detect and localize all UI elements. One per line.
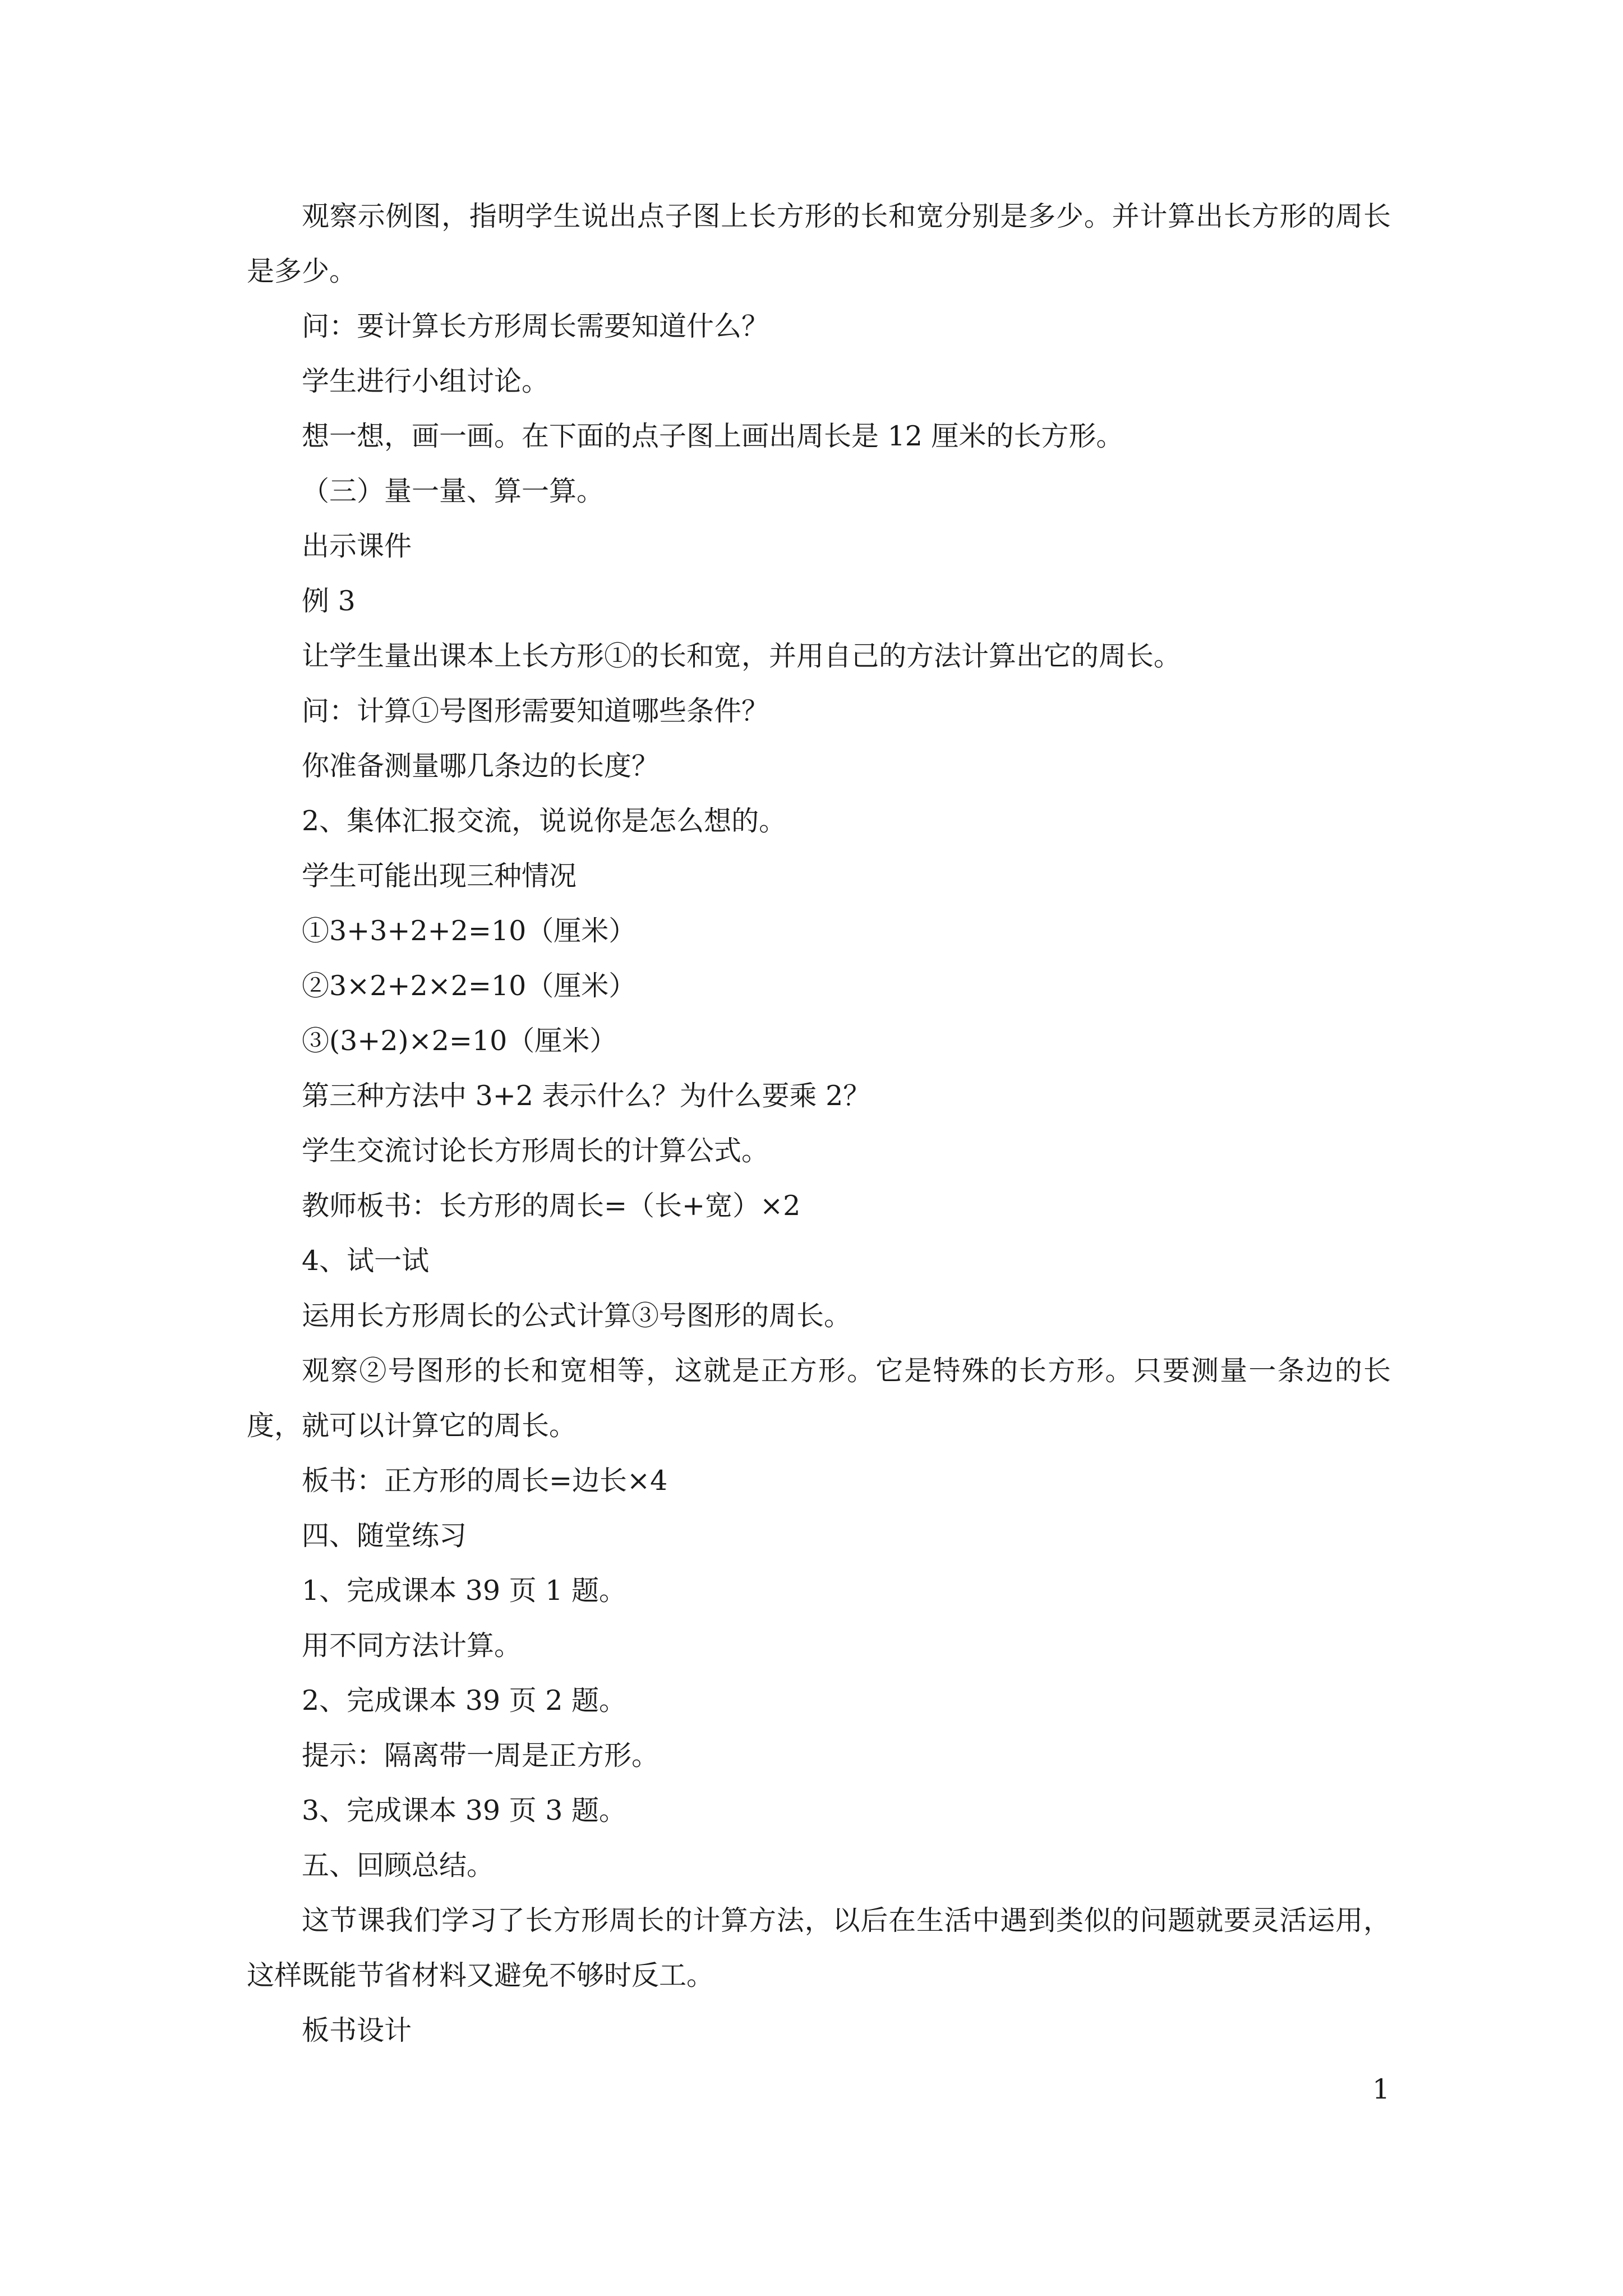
- paragraph-discuss-formula: 学生交流讨论长方形周长的计算公式。: [302, 1135, 769, 1167]
- paragraph-case-1: ①3+3+2+2=10（厘米）: [302, 915, 637, 947]
- paragraph-measure-rectangle: 让学生量出课本上长方形①的长和宽，并用自己的方法计算出它的周长。: [302, 640, 1182, 672]
- paragraph-section-measure: （三）量一量、算一算。: [302, 475, 605, 507]
- paragraph-section-practice: 四、随堂练习: [302, 1520, 467, 1552]
- paragraph-draw-rectangle: 想一想，画一画。在下面的点子图上画出周长是 12 厘米的长方形。: [302, 420, 1124, 452]
- paragraph-which-sides: 你准备测量哪几条边的长度？: [302, 750, 660, 782]
- paragraph-lesson-summary: 这节课我们学习了长方形周长的计算方法，以后在生活中遇到类似的问题就要灵活运用，这样既能节省材料又避免不够时反工。: [247, 1904, 1391, 1991]
- paragraph-hint: 提示：隔离带一周是正方形。: [302, 1740, 660, 1772]
- paragraph-case-3: ③(3+2)×2=10（厘米）: [302, 1025, 617, 1057]
- paragraph-section-summary: 五、回顾总结。: [302, 1849, 495, 1881]
- paragraph-show-courseware: 出示课件: [302, 530, 412, 562]
- paragraph-question-perimeter: 问：要计算长方形周长需要知道什么？: [302, 310, 769, 342]
- paragraph-board-design: 板书设计: [302, 2014, 412, 2046]
- paragraph-report-exchange: 2、集体汇报交流，说说你是怎么想的。: [302, 805, 787, 837]
- paragraph-case-2: ②3×2+2×2=10（厘米）: [302, 970, 637, 1002]
- paragraph-exercise-1: 1、完成课本 39 页 1 题。: [302, 1575, 627, 1607]
- paragraph-apply-formula: 运用长方形周长的公式计算③号图形的周长。: [302, 1300, 852, 1332]
- page-number: 1: [1372, 2073, 1390, 2105]
- paragraph-square-formula: 板书：正方形的周长=边长×4: [302, 1465, 668, 1497]
- paragraph-question-conditions: 问：计算①号图形需要知道哪些条件？: [302, 695, 769, 727]
- paragraph-observe-example: 观察示例图，指明学生说出点子图上长方形的长和宽分别是多少。并计算出长方形的周长是多少。: [247, 200, 1391, 287]
- paragraph-three-cases: 学生可能出现三种情况: [302, 860, 577, 892]
- paragraph-exercise-3: 3、完成课本 39 页 3 题。: [302, 1795, 627, 1826]
- paragraph-different-methods: 用不同方法计算。: [302, 1630, 522, 1662]
- paragraph-rectangle-formula: 教师板书：长方形的周长=（长+宽）×2: [302, 1190, 801, 1222]
- paragraph-example-3: 例 3: [302, 585, 356, 617]
- page-body: [247, 189, 1391, 2058]
- paragraph-try-it: 4、试一试: [302, 1245, 430, 1277]
- paragraph-group-discussion: 学生进行小组讨论。: [302, 365, 550, 397]
- paragraph-exercise-2: 2、完成课本 39 页 2 题。: [302, 1685, 627, 1717]
- paragraph-third-method-question: 第三种方法中 3+2 表示什么？为什么要乘 2？: [302, 1080, 871, 1112]
- paragraph-square-observation: 观察②号图形的长和宽相等，这就是正方形。它是特殊的长方形。只要测量一条边的长度，就可以计算它的周长。: [247, 1355, 1391, 1442]
